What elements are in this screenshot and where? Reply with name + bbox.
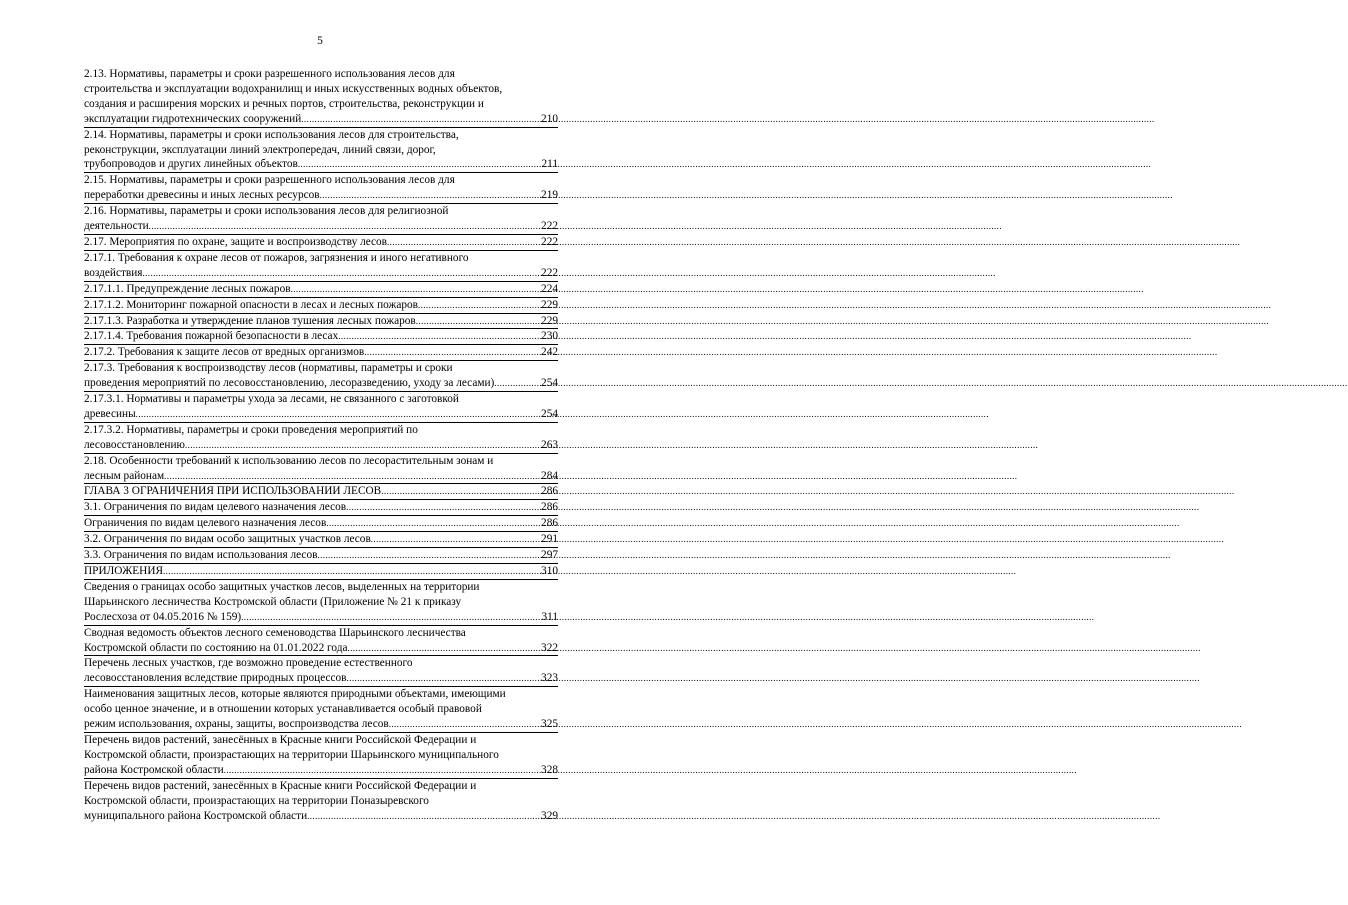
toc-entry-text-line: Шарьинского лесничества Костромской области (Приложение № 21 к приказу xyxy=(84,595,462,608)
toc-entry-title: древесины xyxy=(84,407,136,420)
dot-leader xyxy=(241,610,540,625)
toc-entry-text-line: 2.14. Нормативы, параметры и сроки использования лесов для строительства, xyxy=(84,128,459,141)
toc-page-number: 263 xyxy=(541,438,558,451)
toc-entry[interactable] xyxy=(84,344,558,360)
toc-page-number: 286 xyxy=(541,501,558,514)
toc-entry[interactable] xyxy=(84,515,558,531)
toc-entry-title: деятельности xyxy=(84,220,149,233)
page-number: 5 xyxy=(317,35,323,47)
toc-entry-last-line xyxy=(84,717,558,732)
toc-entry[interactable] xyxy=(84,563,558,579)
toc-page-number: 211 xyxy=(541,158,558,171)
toc-entry[interactable] xyxy=(84,422,558,453)
toc-entry-title: 2.17. Мероприятия по охране, защите и воспроизводству лесов xyxy=(84,235,388,248)
toc-entry[interactable] xyxy=(84,531,558,547)
toc-entry-last-line xyxy=(84,564,558,579)
toc-entry[interactable] xyxy=(84,234,558,250)
toc-entry-title: 2.17.1.4. Требования пожарной безопасности в лесах xyxy=(84,330,339,343)
toc-entry-title: 2.17.1.1. Предупреждение лесных пожаров xyxy=(84,282,291,295)
toc-entry-text-line: Перечень видов растений, занесённых в Красные книги Российской Федерации и xyxy=(84,779,477,792)
toc-entry-last-line xyxy=(84,345,558,360)
dot-leader xyxy=(224,763,540,778)
toc-entry-text-line: 2.17.3. Требования к воспроизводству лесов (нормативы, параметры и сроки xyxy=(84,362,453,375)
toc-entry-last-line xyxy=(84,532,558,547)
dot-leader xyxy=(185,438,540,453)
table-of-contents xyxy=(84,67,558,823)
toc-entry-text-line: Сведения о границах особо защитных участков лесов, выделенных на территории xyxy=(84,580,480,593)
toc-entry[interactable] xyxy=(84,127,558,173)
dot-leader xyxy=(326,516,540,531)
toc-entry-title: воздействия xyxy=(84,266,143,279)
toc-page-number: 329 xyxy=(541,809,558,822)
toc-entry[interactable] xyxy=(84,655,558,686)
toc-entry[interactable] xyxy=(84,625,558,656)
toc-page-number: 222 xyxy=(541,235,558,248)
toc-entry[interactable] xyxy=(84,483,558,499)
toc-entry-last-line xyxy=(84,112,558,127)
toc-entry-last-line xyxy=(84,438,558,453)
toc-entry[interactable] xyxy=(84,67,558,127)
toc-entry[interactable] xyxy=(84,499,558,515)
toc-entry-last-line xyxy=(84,500,558,515)
toc-entry-text-line: Сводная ведомость объектов лесного семеноводства Шарьинского лесничества xyxy=(84,626,466,639)
toc-page-number: 254 xyxy=(541,377,558,390)
toc-entry[interactable] xyxy=(84,391,558,422)
toc-page-number: 229 xyxy=(541,314,558,327)
toc-page-number: 325 xyxy=(541,718,558,731)
dot-leader xyxy=(371,532,540,547)
toc-entry-last-line xyxy=(84,484,558,499)
dot-leader xyxy=(347,671,541,686)
toc-page-number: 286 xyxy=(541,485,558,498)
toc-entry-title: 3.2. Ограничения по видам особо защитных участков лесов xyxy=(84,533,371,546)
toc-entry-title: трубопроводов и других линейных объектов xyxy=(84,158,298,171)
toc-entry-text-line: создания и расширения морских и речных портов, строительства, реконструкции и xyxy=(84,97,484,110)
toc-entry-last-line xyxy=(84,610,558,625)
toc-entry-text-line: Перечень видов растений, занесённых в Красные книги Российской Федерации и xyxy=(84,733,477,746)
toc-entry-last-line xyxy=(84,266,558,281)
toc-entry[interactable] xyxy=(84,328,558,344)
toc-page-number: 323 xyxy=(541,672,558,685)
dot-leader xyxy=(307,809,540,824)
toc-entry-title: переработки древесины и иных лесных ресурсов xyxy=(84,189,320,202)
dot-leader xyxy=(143,266,541,281)
toc-entry-last-line xyxy=(84,809,558,824)
toc-page-number: 242 xyxy=(541,346,558,359)
toc-entry-title: муниципального района Костромской области xyxy=(84,809,308,822)
toc-entry-title: лесным районам xyxy=(84,469,165,482)
dot-leader xyxy=(298,157,541,172)
toc-entry[interactable] xyxy=(84,579,558,625)
toc-entry-title: района Костромской области xyxy=(84,763,224,776)
toc-entry[interactable] xyxy=(84,203,558,234)
dot-leader xyxy=(291,282,540,297)
toc-page-number: 311 xyxy=(541,610,558,623)
toc-entry-title: ПРИЛОЖЕНИЯ xyxy=(84,565,164,577)
toc-entry[interactable] xyxy=(84,313,558,329)
toc-page-number: 230 xyxy=(541,330,558,343)
toc-page-number: 229 xyxy=(541,298,558,311)
dot-leader xyxy=(387,235,540,250)
toc-entry-title: 2.17.1.3. Разработка и утверждение планов тушения лесных пожаров xyxy=(84,314,416,327)
dot-leader xyxy=(320,188,540,203)
dot-leader xyxy=(149,219,540,234)
toc-entry-title: лесовосстановлению xyxy=(84,438,185,451)
toc-entry-title: лесовосстановления вследствие природных процессов xyxy=(84,672,347,685)
toc-entry[interactable] xyxy=(84,360,558,391)
toc-entry-title: Ограничения по видам целевого назначения лесов xyxy=(84,517,327,530)
toc-entry-last-line xyxy=(84,548,558,563)
dot-leader xyxy=(418,298,540,313)
toc-entry-title: Костромской области по состоянию на 01.01.2022 года xyxy=(84,641,348,654)
dot-leader xyxy=(338,329,540,344)
toc-entry-last-line xyxy=(84,314,558,329)
dot-leader xyxy=(494,376,540,391)
toc-entry-title: 3.3. Ограничения по видам использования лесов xyxy=(84,549,318,562)
toc-entry-text-line: Перечень лесных участков, где возможно проведение естественного xyxy=(84,657,413,670)
toc-entry[interactable] xyxy=(84,547,558,563)
toc-page-number: 219 xyxy=(541,189,558,202)
toc-page-number: 222 xyxy=(541,220,558,233)
toc-entry-title: режим использования, охраны, защиты, воспроизводства лесов xyxy=(84,718,389,731)
dot-leader xyxy=(317,548,540,563)
toc-entry-text-line: 2.18. Особенности требований к использованию лесов по лесорастительным зонам и xyxy=(84,454,494,467)
toc-entry-text-line: 2.17.1. Требования к охране лесов от пожаров, загрязнения и иного негативного xyxy=(84,251,469,264)
toc-entry-last-line xyxy=(84,407,558,422)
dot-leader xyxy=(301,112,540,127)
toc-page-number: 297 xyxy=(541,549,558,562)
dot-leader xyxy=(348,641,541,656)
toc-page-number: 254 xyxy=(541,407,558,420)
toc-entry[interactable] xyxy=(84,686,558,732)
toc-entry-last-line xyxy=(84,516,558,531)
toc-entry[interactable] xyxy=(84,297,558,313)
toc-entry-text-line: особо ценное значение, и в отношении которых устанавливается особый правовой xyxy=(84,703,482,716)
toc-entry-text-line: 2.15. Нормативы, параметры и сроки разрешенного использования лесов для xyxy=(84,174,455,187)
toc-entry-title: эксплуатации гидротехнических сооружений xyxy=(84,112,302,125)
toc-entry-last-line xyxy=(84,469,558,484)
toc-page-number: 222 xyxy=(541,266,558,279)
toc-entry-last-line xyxy=(84,671,558,686)
toc-entry-title: 3.1. Ограничения по видам целевого назначения лесов xyxy=(84,501,347,514)
toc-page-number: 224 xyxy=(541,282,558,295)
toc-entry-text-line: 2.17.3.1. Нормативы и параметры ухода за лесами, не связанного с заготовкой xyxy=(84,393,459,406)
toc-entry-last-line xyxy=(84,641,558,656)
dot-leader xyxy=(163,564,540,579)
dot-leader xyxy=(164,469,540,484)
toc-page-number: 284 xyxy=(541,469,558,482)
toc-entry-last-line xyxy=(84,188,558,203)
toc-entry-last-line xyxy=(84,298,558,313)
toc-entry-title: 2.17.1.2. Мониторинг пожарной опасности в лесах и лесных пожаров xyxy=(84,298,418,311)
toc-entry-title: Рослесхоза от 04.05.2016 № 159) xyxy=(84,610,242,623)
toc-entry[interactable] xyxy=(84,453,558,484)
toc-entry-last-line xyxy=(84,219,558,234)
toc-entry-text-line: Костромской области, произрастающих на территории Шарьинского муниципального xyxy=(84,748,499,761)
toc-entry-last-line xyxy=(84,282,558,297)
toc-entry-last-line xyxy=(84,157,558,172)
toc-entry-text-line: 2.17.3.2. Нормативы, параметры и сроки проведения мероприятий по xyxy=(84,423,418,436)
toc-entry-text-line: реконструкции, эксплуатации линий электропередач, линий связи, дорог, xyxy=(84,143,436,156)
toc-entry-last-line xyxy=(84,235,558,250)
toc-entry[interactable] xyxy=(84,732,558,778)
toc-page-number: 210 xyxy=(541,112,558,125)
toc-entry-last-line xyxy=(84,329,558,344)
toc-entry-title: 2.17.2. Требования к защите лесов от вредных организмов xyxy=(84,346,365,359)
toc-entry-last-line xyxy=(84,763,558,778)
toc-entry-text-line: Костромской области, произрастающих на территории Поназыревского xyxy=(84,794,429,807)
toc-entry-text-line: 2.16. Нормативы, параметры и сроки использования лесов для религиозной xyxy=(84,205,449,218)
toc-entry[interactable] xyxy=(84,281,558,297)
dot-leader xyxy=(346,500,540,515)
toc-entry[interactable] xyxy=(84,172,558,203)
dot-leader xyxy=(364,345,540,360)
toc-entry-text-line: 2.13. Нормативы, параметры и сроки разрешенного использования лесов для xyxy=(84,68,455,80)
toc-page-number: 328 xyxy=(541,763,558,776)
dot-leader xyxy=(416,314,540,329)
toc-entry[interactable] xyxy=(84,250,558,281)
toc-entry[interactable] xyxy=(84,778,558,824)
dot-leader xyxy=(389,717,540,732)
dot-leader xyxy=(136,407,540,422)
toc-entry-title: ГЛАВА 3 ОГРАНИЧЕНИЯ ПРИ ИСПОЛЬЗОВАНИИ ЛЕСОВ xyxy=(84,485,382,498)
toc-entry-title: проведения мероприятий по лесовосстановлению, лесоразведению, уходу за лесами) xyxy=(84,377,495,390)
toc-entry-text-line: строительства и эксплуатации водохранилищ и иных искусственных водных объектов, xyxy=(84,82,503,95)
toc-page-number: 310 xyxy=(541,565,558,577)
dot-leader xyxy=(381,484,540,499)
toc-page-number: 291 xyxy=(541,533,558,546)
toc-entry-last-line xyxy=(84,376,558,391)
toc-entry-text-line: Наименования защитных лесов, которые являются природными объектами, имеющими xyxy=(84,688,506,701)
toc-page-number: 322 xyxy=(541,641,558,654)
toc-page-number: 286 xyxy=(541,517,558,530)
